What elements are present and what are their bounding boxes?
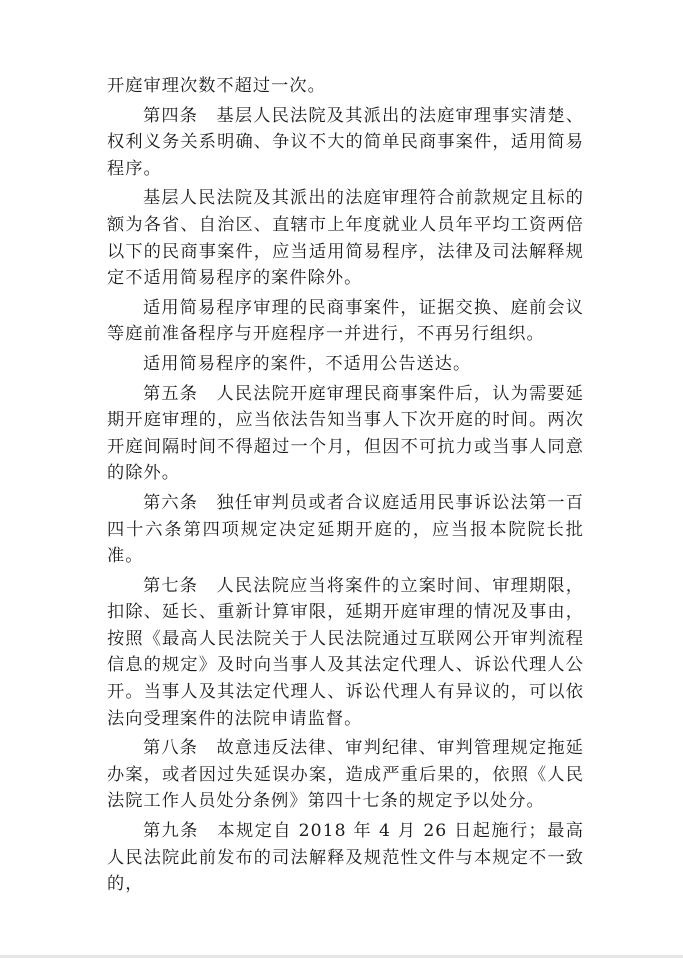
article-8-paragraph: 第八条 故意违反法律、审判纪律、审判管理规定拖延办案，或者因过失延误办案，造成严重后果的，依照《人民法院工作人员处分条例》第四十七条的规定予以处分。 [107, 738, 584, 812]
article-6-paragraph: 第六条 独任审判员或者合议庭适用民事诉讼法第一百四十六条第四项规定决定延期开庭的，应当报本院院长批准。 [107, 492, 584, 567]
article-7-paragraph: 第七条 人民法院应当将案件的立案时间、审理期限，扣除、延长、重新计算审限，延期开庭审理的情况及事由，按照《最高人民法院关于人民法院通过互联网公开审判流程信息的规定》及时向当事人及其法定代理人、诉讼代理人公开。当事人及其法定代理人、诉讼代理人有异议的，可以依法向受理案件的法院申请监督。 [107, 575, 584, 729]
article-5-paragraph: 第五条 人民法院开庭审理民商事案件后，认为需要延期开庭审理的，应当依法告知当事人下次开庭的时间。两次开庭间隔时间不得超过一个月，但因不可抗力或当事人同意的除外。 [107, 383, 584, 484]
article-4-clause-4-paragraph: 适用简易程序的案件，不适用公告送达。 [143, 353, 472, 374]
document-page [107, 73, 584, 898]
article-4-clause-3-paragraph: 适用简易程序审理的民商事案件，证据交换、庭前会议等庭前准备程序与开庭程序一并进行，不再另行组织。 [107, 297, 584, 345]
article-4-paragraph: 第四条 基层人民法院及其派出的法庭审理事实清楚、权利义务关系明确、争议不大的简单民商事案件，适用简易程序。 [107, 105, 584, 179]
continuation-paragraph: 开庭审理次数不超过一次。 [107, 76, 326, 96]
article-4-clause-2-paragraph: 基层人民法院及其派出的法庭审理符合前款规定且标的额为各省、自治区、直辖市上年度就业人员年平均工资两倍以下的民商事案件，应当适用简易程序，法律及司法解释规定不适用简易程序的案件除外。 [107, 188, 584, 289]
article-9-paragraph: 第九条 本规定自 2018 年 4 月 26 日起施行；最高人民法院此前发布的司法解释及规范性文件与本规定不一致的， [107, 821, 584, 895]
